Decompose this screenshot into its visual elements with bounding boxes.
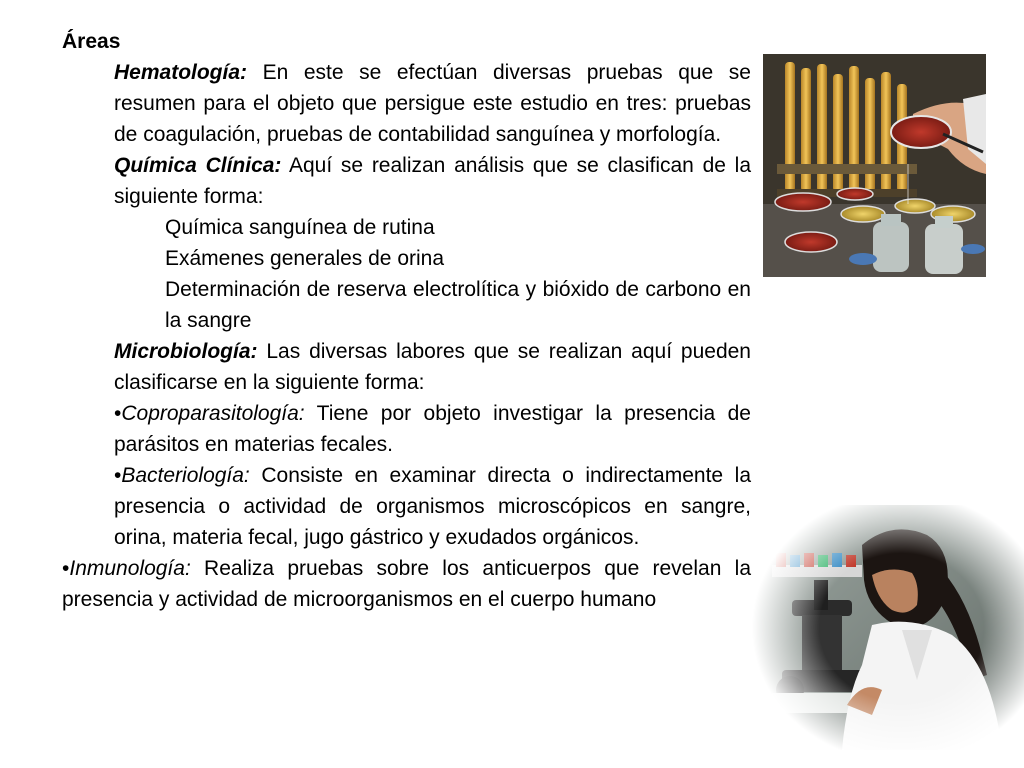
lab-photo-illustration [763, 54, 986, 277]
hematologia-label: Hematología: [114, 61, 248, 84]
inmunologia-text: Realiza pruebas sobre los anticuerpos que revelan la presencia y actividad de microorganismos en el cuerpo humano [62, 557, 751, 611]
coproparasitologia-text: Tiene por objeto investigar la presencia de parásitos en materias fecales. [114, 402, 751, 456]
bacteriologia-label: Bacteriología: [121, 464, 250, 487]
quimica-item-3: Determinación de reserva electrolítica y bióxido de carbono en la sangre [165, 278, 751, 332]
bullet-marker: • [62, 557, 70, 580]
microbiologia-paragraph [62, 336, 751, 398]
hematologia-paragraph [62, 57, 751, 150]
quimica-paragraph [62, 150, 751, 212]
microscope-photo-illustration [752, 505, 1024, 750]
quimica-item-1: Química sanguínea de rutina [165, 216, 435, 239]
quimica-label: Química Clínica: [114, 154, 282, 177]
microscope-technician-photo [752, 505, 1024, 750]
coproparasitologia-label: Coproparasitología: [121, 402, 305, 425]
bullet-marker: • [114, 402, 122, 425]
quimica-text: Aquí se realizan análisis que se clasifican de la siguiente forma: [114, 154, 751, 208]
inmunologia-label: Inmunología: [69, 557, 191, 580]
lab-test-tubes-photo [763, 54, 986, 277]
microbiologia-label: Microbiología: [114, 340, 258, 363]
hematologia-text: En este se efectúan diversas pruebas que se resumen para el objeto que persigue este estudio en tres: pruebas de coagulación, pruebas de contabilidad sanguínea y morfología. [114, 61, 751, 146]
quimica-item-2: Exámenes generales de orina [165, 247, 445, 270]
section-heading: Áreas [62, 30, 121, 53]
bacteriologia-text: Consiste en examinar directa o indirectamente la presencia o actividad de organismos microscópicos en sangre, orina, materia fecal, jugo gástrico y exudados orgánicos. [114, 464, 751, 549]
bullet-marker: • [114, 464, 122, 487]
microbiologia-text: Las diversas labores que se realizan aquí pueden clasificarse en la siguiente forma: [114, 340, 751, 394]
inmunologia-bullet [62, 553, 751, 615]
slide-body [62, 26, 751, 615]
bacteriologia-bullet [62, 460, 751, 553]
coproparasitologia-bullet [62, 398, 751, 460]
